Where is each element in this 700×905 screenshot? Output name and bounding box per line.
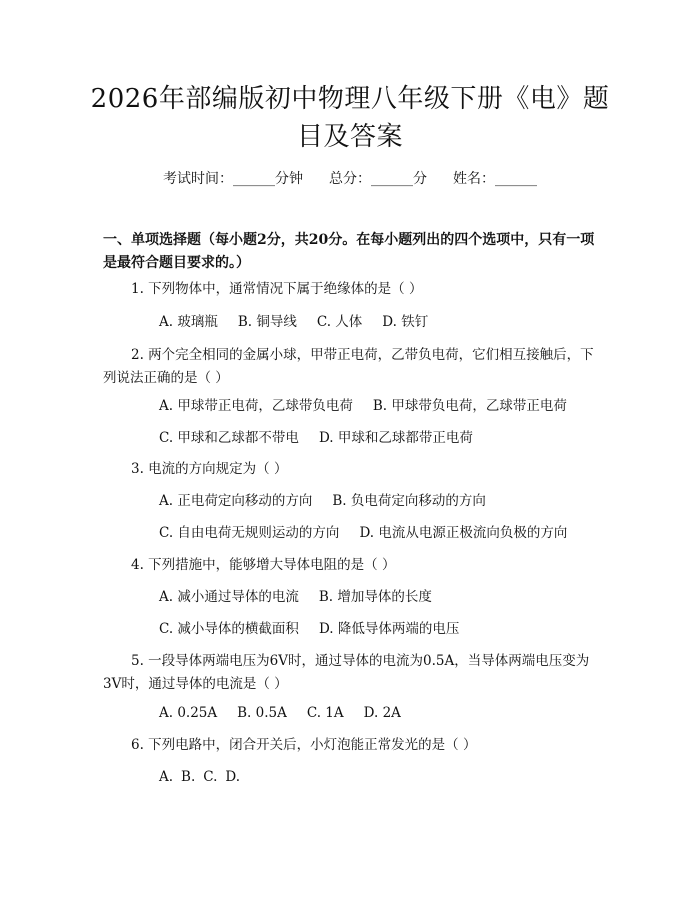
question-1-stem: 1. 下列物体中，通常情况下属于绝缘体的是（ ） bbox=[131, 281, 423, 297]
name-label: 姓名： bbox=[453, 171, 495, 187]
option-d: D. 降低导体两端的电压 bbox=[318, 621, 460, 637]
option-d: D. 铁钉 bbox=[382, 314, 429, 330]
section-heading-line-1: 一、单项选择题（每小题2分，共20分。在每小题列出的四个选项中，只有一项 bbox=[103, 232, 595, 248]
question-4-options-row-1 bbox=[159, 586, 432, 609]
option-c: C. 减小导体的横截面积 bbox=[159, 621, 299, 637]
section-heading bbox=[103, 229, 603, 275]
score-blank: ______ bbox=[371, 171, 413, 187]
question-5-stem: 5. 一段导体两端电压为6V时，通过导体的电流为0.5A，当导体两端电压变为3V时，通过导体的电流是（ ） bbox=[103, 653, 590, 692]
option-d: D. 2A bbox=[363, 705, 401, 721]
question-2-stem: 2. 两个完全相同的金属小球，甲带正电荷，乙带负电荷，它们相互接触后，下列说法正确的是（ ） bbox=[103, 347, 594, 386]
option-c: C. 自由电荷无规则运动的方向 bbox=[159, 525, 340, 541]
exam-info bbox=[0, 168, 700, 188]
document-title bbox=[80, 80, 620, 156]
question-6-options bbox=[159, 766, 240, 789]
section-heading-line-2: 是最符合题目要求的。） bbox=[103, 255, 250, 271]
question-1-options bbox=[159, 311, 428, 334]
score-label: 总分： bbox=[329, 171, 371, 187]
option-b: B. 甲球带负电荷，乙球带正电荷 bbox=[372, 398, 567, 414]
question-6-stem: 6. 下列电路中，闭合开关后，小灯泡能正常发光的是（ ） bbox=[131, 737, 477, 753]
title-line-2: 目及答案 bbox=[296, 122, 403, 152]
option-c: C. bbox=[203, 769, 218, 785]
question-2-options-row-2 bbox=[159, 427, 473, 450]
question-5-options bbox=[159, 702, 401, 725]
question-4-options-row-2 bbox=[159, 618, 459, 641]
time-label: 考试时间： bbox=[163, 171, 233, 187]
option-d: D. bbox=[225, 769, 241, 785]
option-b: B. 0.5A bbox=[237, 705, 287, 721]
question-3-stem: 3. 电流的方向规定为（ ） bbox=[131, 461, 288, 477]
option-c: C. 1A bbox=[306, 705, 344, 721]
option-b: B. 负电荷定向移动的方向 bbox=[332, 493, 486, 509]
option-b: B. bbox=[181, 769, 196, 785]
name-blank: ______ bbox=[495, 171, 537, 187]
time-blank: ______ bbox=[233, 171, 275, 187]
option-a: A. 玻璃瓶 bbox=[159, 314, 218, 330]
option-c: C. 甲球和乙球都不带电 bbox=[159, 430, 299, 446]
title-line-1: 2026年部编版初中物理八年级下册《电》题 bbox=[90, 84, 610, 114]
option-a: A. 0.25A bbox=[159, 705, 218, 721]
option-a: A. 甲球带正电荷，乙球带负电荷 bbox=[159, 398, 353, 414]
option-b: B. 增加导体的长度 bbox=[318, 589, 432, 605]
option-d: D. 甲球和乙球都带正电荷 bbox=[318, 430, 473, 446]
question-3-options-row-1 bbox=[159, 490, 486, 513]
score-unit: 分 bbox=[413, 171, 427, 187]
option-a: A. bbox=[159, 769, 174, 785]
option-c: C. 人体 bbox=[316, 314, 363, 330]
option-a: A. 正电荷定向移动的方向 bbox=[159, 493, 313, 509]
question-3-options-row-2 bbox=[159, 522, 567, 545]
question-4-stem: 4. 下列措施中，能够增大导体电阻的是（ ） bbox=[131, 557, 396, 573]
option-b: B. 铜导线 bbox=[237, 314, 297, 330]
time-unit: 分钟 bbox=[275, 171, 303, 187]
option-d: D. 电流从电源正极流向负极的方向 bbox=[359, 525, 568, 541]
question-2-options-row-1 bbox=[159, 395, 567, 418]
option-a: A. 减小通过导体的电流 bbox=[159, 589, 299, 605]
